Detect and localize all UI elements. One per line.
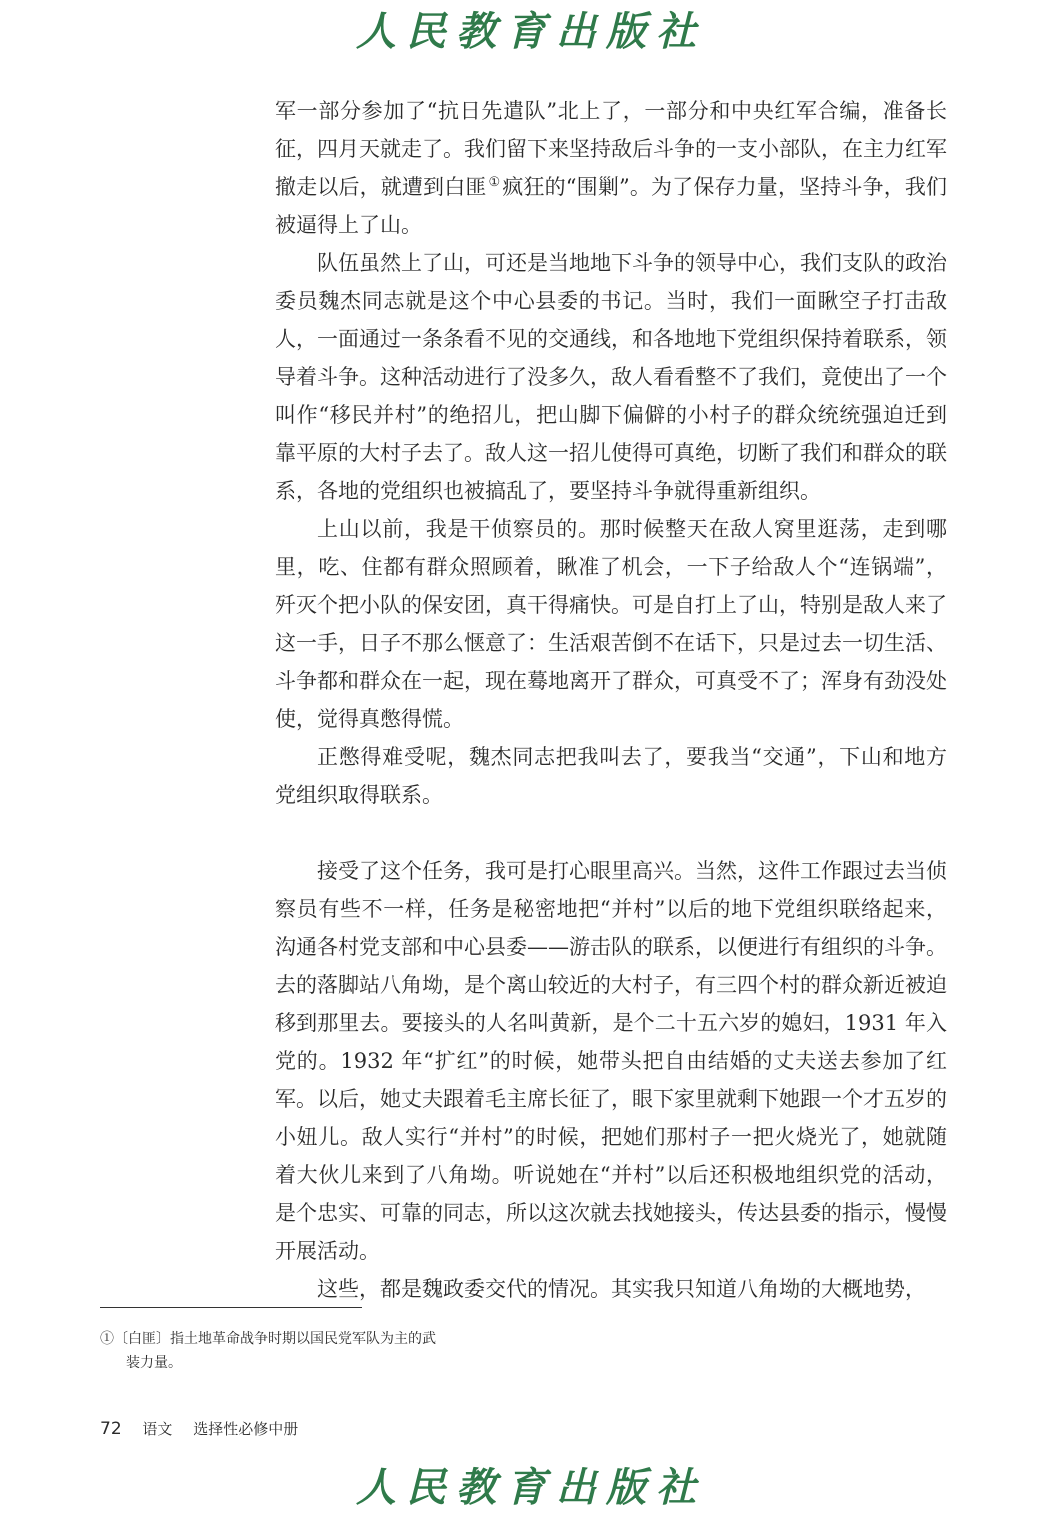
footnote-divider [100, 1307, 362, 1308]
publisher-watermark-bottom: 人民教育出版社 [356, 1464, 706, 1511]
paragraph-3: 上山以前，我是干侦察员的。那时候整天在敌人窝里逛荡，走到哪里，吃、住都有群众照顾着，瞅准了机会，一下子给敌人个“连锅端”，歼灭个把小队的保安团，真干得痛快。可是自打上了山，特别是敌人来了这一手，日子不那么惬意了：生活艰苦倒不在话下，只是过去一切生活、斗争都和群众在一起，现在蓦地离开了群众，可真受不了；浑身有劲没处使，觉得真憋得慌。 [275, 517, 947, 731]
paragraph-1-text: 军一部分参加了“抗日先遣队”北上了，一部分和中央红军合编，准备长征，四月天就走了。我们留下来坚持敌后斗争的一支小部队，在主力红军撤走以后，就遭到白匪 [275, 99, 947, 199]
paragraph-6: 这些，都是魏政委交代的情况。其实我只知道八角坳的大概地势， [317, 1277, 926, 1301]
footnote-text: 指土地革命战争时期以国民党军队为主的武 [170, 1331, 436, 1347]
footnote [100, 1327, 500, 1375]
paragraph-2: 队伍虽然上了山，可还是当地地下斗争的领导中心，我们支队的政治委员魏杰同志就是这个中心县委的书记。当时，我们一面瞅空子打击敌人，一面通过一条条看不见的交通线，和各地地下党组织保持着联系，领导着斗争。这种活动进行了没多久，敌人看看整不了我们，竟使出了一个叫作“移民并村”的绝招儿，把山脚下偏僻的小村子的群众统统强迫迁到靠平原的大村子去了。敌人这一招儿使得可真绝，切断了我们和群众的联系，各地的党组织也被搞乱了，要坚持斗争就得重新组织。 [275, 251, 947, 503]
page-footer [100, 1418, 298, 1439]
footer-book-title: 选择性必修中册 [193, 1420, 299, 1438]
body-text [275, 92, 947, 1308]
publisher-watermark-top: 人民教育出版社 [356, 8, 706, 55]
footnote-line-1 [100, 1327, 500, 1351]
footnote-marker: ① [100, 1331, 114, 1347]
page-number: 72 [100, 1419, 122, 1439]
footnote-term: 〔白匪〕 [114, 1331, 170, 1347]
paragraph-5: 接受了这个任务，我可是打心眼里高兴。当然，这件工作跟过去当侦察员有些不一样，任务是秘密地把“并村”以后的地下党组织联络起来，沟通各村党支部和中心县委——游击队的联系，以便进行有组织的斗争。去的落脚站八角坳，是个离山较近的大村子，有三四个村的群众新近被迫移到那里去。要接头的人名叫黄新，是个二十五六岁的媳妇，1931 年入党的。1932 年“扩红”的时候，她带头把自由结婚的丈夫送去参加了红军。以后，她丈夫跟着毛主席长征了，眼下家里就剩下她跟一个才五岁的小妞儿。敌人实行“并村”的时候，把她们那村子一把火烧光了，她就随着大伙儿来到了八角坳。听说她在“并村”以后还积极地组织党的活动，是个忠实、可靠的同志，所以这次就去找她接头，传达县委的指示，慢慢开展活动。 [275, 859, 947, 1263]
footnote-line-2: 装力量。 [126, 1355, 182, 1371]
footnote-reference[interactable]: ① [488, 175, 501, 190]
paragraph-4: 正憋得难受呢，魏杰同志把我叫去了，要我当“交通”，下山和地方党组织取得联系。 [275, 745, 947, 807]
paragraph-1 [275, 92, 947, 244]
footer-subject: 语文 [142, 1420, 173, 1438]
paragraph-1-text-cont: 疯狂的“围剿”。为了保存力量，坚持斗争，我们被逼得上了山。 [275, 175, 948, 237]
